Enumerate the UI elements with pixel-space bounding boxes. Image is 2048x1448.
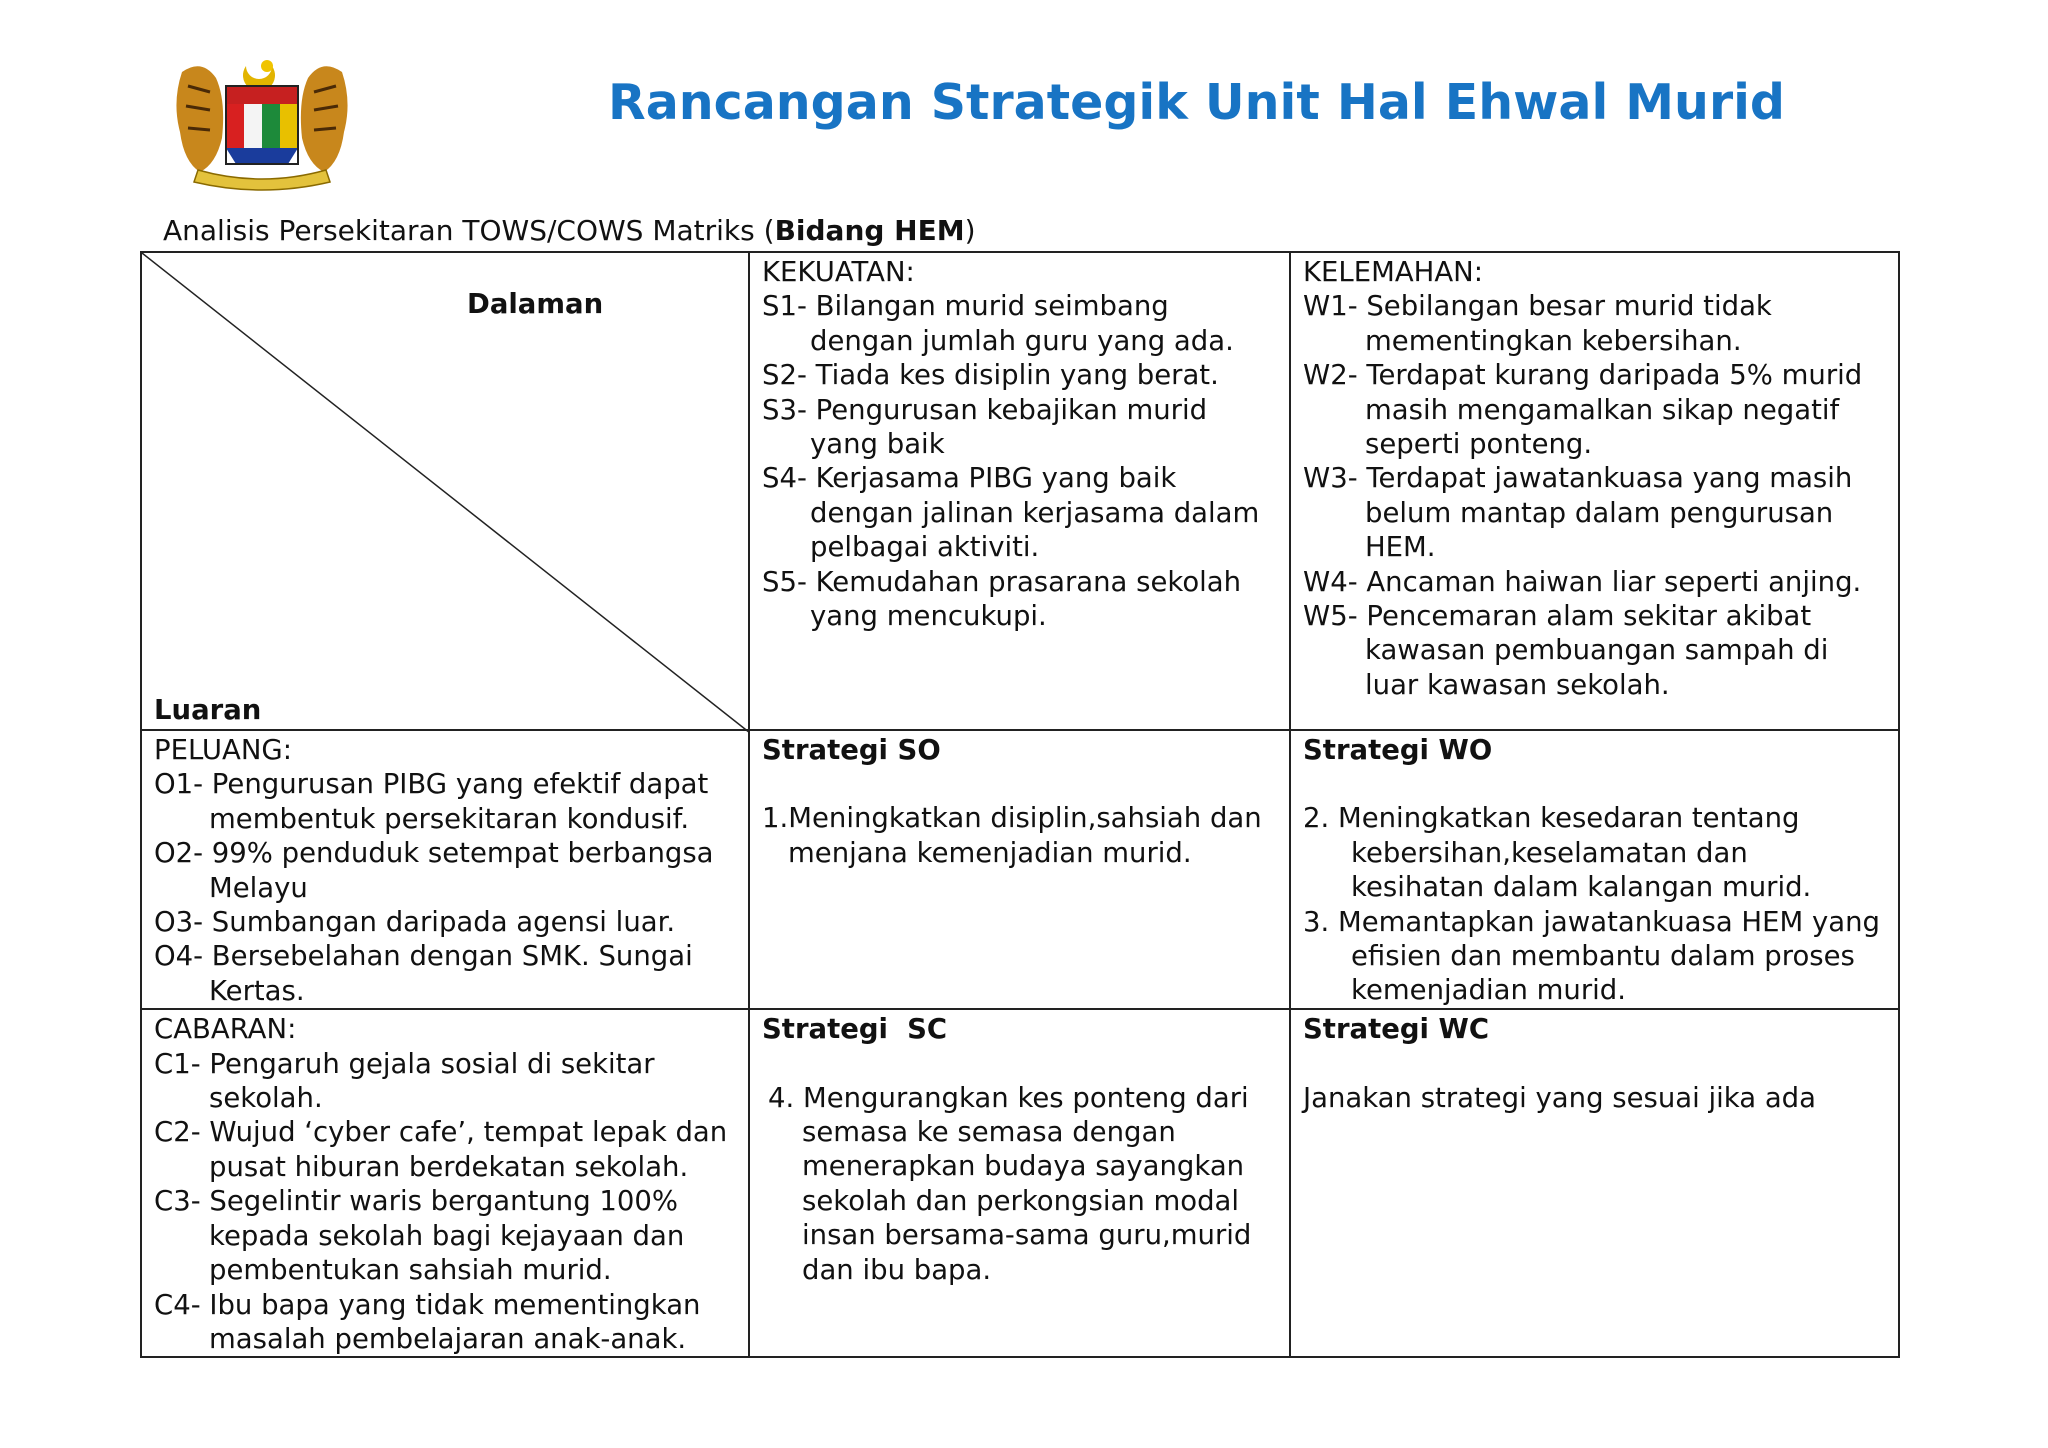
strategy-so-cell bbox=[749, 730, 1290, 1009]
opportunities-cell bbox=[141, 730, 749, 1009]
strategy-wo-item: 3. Memantapkan jawatankuasa HEM yang efisien dan membantu dalam proses kemenjadian murid. bbox=[1303, 905, 1880, 1007]
weaknesses-cell bbox=[1290, 252, 1899, 730]
strategy-sc-item: 4. Mengurangkan kes ponteng dari semasa ke semasa dengan menerapkan budaya sayangkan sekolah dan perkongsian modal insan bersama-sama guru,murid dan ibu bapa. bbox=[768, 1081, 1252, 1286]
opportunity-item: O4- Bersebelahan dengan SMK. Sungai Kertas. bbox=[154, 940, 693, 1007]
weakness-item: W5- Pencemaran alam sekitar akibat kawasan pembuangan sampah di luar kawasan sekolah. bbox=[1303, 600, 1829, 701]
tows-matrix bbox=[140, 251, 1900, 1358]
weaknesses-heading: KELEMAHAN: bbox=[1303, 256, 1483, 288]
weakness-item: W1- Sebilangan besar murid tidak mementingkan kebersihan. bbox=[1303, 290, 1772, 357]
strategy-sc-heading: Strategi SC bbox=[762, 1013, 948, 1046]
threats-heading: CABARAN: bbox=[154, 1013, 297, 1046]
strategy-sc-cell bbox=[749, 1009, 1290, 1357]
threat-item: C4- Ibu bapa yang tidak mementingkan masalah pembelajaran anak-anak. bbox=[154, 1288, 701, 1355]
strategy-wo-cell bbox=[1290, 730, 1899, 1009]
strategy-wc-cell bbox=[1290, 1009, 1899, 1357]
opportunity-item: O2- 99% penduduk setempat berbangsa Melayu bbox=[154, 837, 714, 904]
strength-item: S1- Bilangan murid seimbang dengan jumlah guru yang ada. bbox=[762, 290, 1234, 357]
threats-cell bbox=[141, 1009, 749, 1357]
caption-bold: Bidang HEM bbox=[774, 214, 965, 247]
strategy-wo-item: 2. Meningkatkan kesedaran tentang kebersihan,keselamatan dan kesihatan dalam kalangan murid. bbox=[1303, 802, 1812, 904]
opportunity-item: O1- Pengurusan PIBG yang efektif dapat membentuk persekitaran kondusif. bbox=[154, 768, 709, 835]
strategy-wc-item: Janakan strategi yang sesuai jika ada bbox=[1303, 1081, 1816, 1114]
table-caption bbox=[163, 214, 976, 247]
strategy-so-item: 1.Meningkatkan disiplin,sahsiah dan menjana kemenjadian murid. bbox=[762, 802, 1262, 869]
caption-prefix: Analisis Persekitaran TOWS/COWS Matriks ( bbox=[163, 214, 775, 247]
threat-item: C2- Wujud ‘cyber cafe’, tempat lepak dan pusat hiburan berdekatan sekolah. bbox=[154, 1116, 728, 1183]
strengths-cell bbox=[749, 252, 1290, 730]
matrix-corner-cell bbox=[141, 252, 749, 730]
strategy-wo-heading: Strategi WO bbox=[1303, 734, 1493, 766]
malaysia-coat-of-arms-icon bbox=[168, 52, 356, 192]
weakness-item: W4- Ancaman haiwan liar seperti anjing. bbox=[1303, 565, 1862, 598]
opportunities-heading: PELUANG: bbox=[154, 734, 292, 766]
label-dalaman: Dalaman bbox=[467, 288, 604, 320]
page-title: Rancangan Strategik Unit Hal Ehwal Murid bbox=[608, 74, 1785, 131]
strength-item: S4- Kerjasama PIBG yang baik dengan jalinan kerjasama dalam pelbagai aktiviti. bbox=[762, 462, 1260, 564]
strategy-wc-heading: Strategi WC bbox=[1303, 1013, 1490, 1046]
weakness-item: W3- Terdapat jawatankuasa yang masih belum mantap dalam pengurusan HEM. bbox=[1303, 462, 1853, 564]
weakness-item: W2- Terdapat kurang daripada 5% murid masih mengamalkan sikap negatif seperti ponteng. bbox=[1303, 359, 1863, 461]
threat-item: C3- Segelintir waris bergantung 100% kepada sekolah bagi kejayaan dan pembentukan sahsiah murid. bbox=[154, 1185, 685, 1287]
strength-item: S2- Tiada kes disiplin yang berat. bbox=[762, 359, 1219, 392]
diagonal-divider bbox=[142, 253, 750, 733]
strength-item: S3- Pengurusan kebajikan murid yang baik bbox=[762, 393, 1208, 461]
caption-suffix: ) bbox=[964, 214, 976, 247]
label-luaran: Luaran bbox=[154, 693, 262, 726]
opportunity-item: O3- Sumbangan daripada agensi luar. bbox=[154, 906, 676, 939]
threat-item: C1- Pengaruh gejala sosial di sekitar sekolah. bbox=[154, 1047, 655, 1115]
strategy-so-heading: Strategi SO bbox=[762, 734, 941, 766]
strengths-heading: KEKUATAN: bbox=[762, 256, 915, 288]
strength-item: S5- Kemudahan prasarana sekolah yang mencukupi. bbox=[762, 565, 1242, 633]
